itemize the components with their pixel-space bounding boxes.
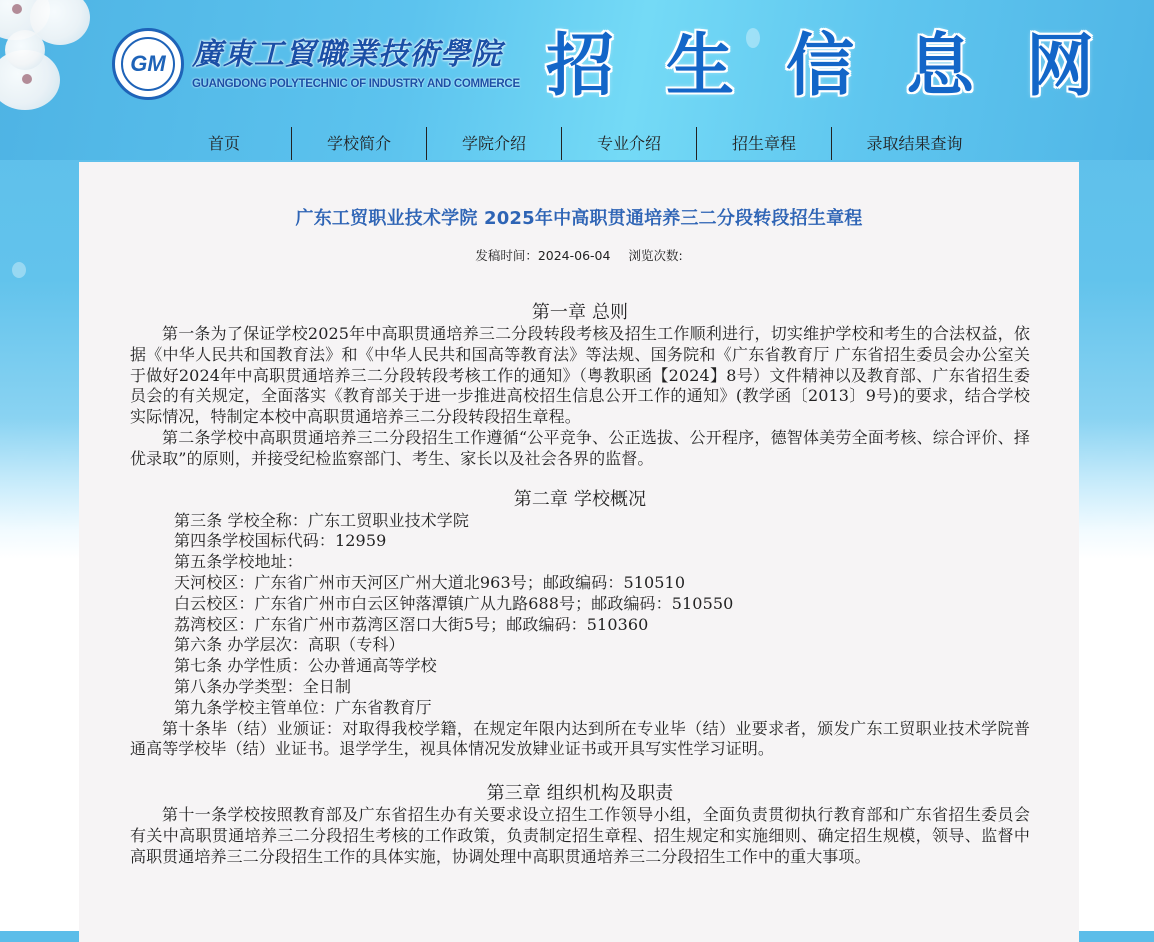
nav-item-admission-results[interactable]: 录取结果查询 — [866, 134, 963, 153]
nav-item-school-intro[interactable]: 学校简介 — [292, 127, 427, 160]
article-paragraph: 第二条学校中高职贯通培养三二分段招生工作遵循“公平竞争、公正选拔、公开程序，德智体美劳全面考核、综合评价、择优录取”的原则，并接受纪检监察部门、考生、家长以及社会各界的监督。 — [130, 427, 1030, 468]
article-paragraph: 第十条毕（结）业颁证：对取得我校学籍，在规定年限内达到所在专业毕（结）业要求者，颁发广东工贸职业技术学院普通高等学校毕（结）业证书。退学学生，视具体情况发放肄业证书或开具写实性学习证明。 — [130, 718, 1030, 759]
nav-item-major-intro[interactable]: 专业介绍 — [562, 127, 697, 160]
header-banner — [0, 0, 1154, 160]
site-title-char: 生 — [666, 27, 735, 106]
article-line: 第九条学校主管单位：广东省教育厅 — [174, 697, 432, 717]
article-line: 第七条 办学性质：公办普通高等学校 — [174, 656, 437, 676]
chapter-heading: 第二章 学校概况 — [513, 488, 647, 510]
article-line: 第四条学校国标代码：12959 — [174, 531, 387, 551]
school-emblem-icon: GM — [112, 28, 184, 100]
bokeh-decoration — [12, 262, 26, 278]
main-nav — [157, 127, 997, 160]
cherry-blossom-decoration — [5, 30, 45, 70]
school-name-cn: 廣東工貿職業技術學院 — [192, 37, 502, 72]
site-title-char: 信 — [786, 27, 855, 106]
article-container — [79, 162, 1079, 942]
article-line: 第六条 办学层次：高职（专科） — [174, 635, 405, 655]
article-paragraph: 第十一条学校按照教育部及广东省招生办有关要求设立招生工作领导小组，全面负责贯彻执行教育部和广东省招生委员会有关中高职贯通培养三二分段招生考核的工作政策，负责制定招生章程、招生规定和实施细则、确定招生规模，领导、监督中高职贯通培养三二分段招生工作的具体实施，协调处理中高职贯通培养三二分段招生工作中的重大事项。 — [130, 805, 1030, 866]
site-title-char: 息 — [906, 27, 975, 106]
article-line: 白云校区：广东省广州市白云区钟落潭镇广从九路688号；邮政编码：510550 — [174, 593, 734, 613]
article-body — [130, 302, 1030, 868]
article-line: 天河校区：广东省广州市天河区广州大道北963号；邮政编码：510510 — [174, 572, 686, 592]
article-line: 荔湾校区：广东省广州市荔湾区滘口大街5号；邮政编码：510360 — [174, 614, 649, 634]
article-meta — [79, 246, 1079, 264]
article-title: 广东工贸职业技术学院 2025年中高职贯通培养三二分段转段招生章程 — [295, 208, 863, 229]
publish-date: 发稿时间：2024-06-04 — [475, 248, 611, 263]
article-line: 第八条办学类型：全日制 — [174, 676, 352, 696]
article-paragraph: 第一条为了保证学校2025年中高职贯通培养三二分段转段考核及招生工作顺利进行，切实维护学校和考生的合法权益，依据《中华人民共和国教育法》和《中华人民共和国高等教育法》等法规、国务院和《广东省教育厅 广东省招生委员会办公室关于做好2024年中高职贯通培养三二分段转段考核工作的通知》（粤教职函【2024】8号）文件精神以及教育部、广东省招生委员会的有关规定，全面落实《教育部关于进一步推进高校招生信息公开工作的通知》(教学函〔2013〕9号)的要求，结合学校实际情况，特制定本校中高职贯通培养三二分段转段招生章程。 — [130, 324, 1030, 427]
school-logo[interactable] — [112, 28, 520, 100]
nav-item-admission-rules[interactable]: 招生章程 — [697, 127, 832, 160]
site-title-char: 网 — [1026, 27, 1095, 106]
site-title — [546, 22, 1146, 112]
chapter-heading: 第一章 总则 — [531, 302, 629, 323]
article-line: 第五条学校地址： — [174, 552, 303, 572]
nav-item-home[interactable]: 首页 — [157, 127, 292, 160]
nav-item-college-intro[interactable]: 学院介绍 — [427, 127, 562, 160]
site-title-char: 招 — [546, 27, 615, 106]
school-name-en: GUANGDONG POLYTECHNIC OF INDUSTRY AND COMMERCE — [192, 78, 520, 90]
article-line: 第三条 学校全称：广东工贸职业技术学院 — [174, 510, 469, 530]
view-count: 浏览次数: — [628, 248, 683, 263]
chapter-heading: 第三章 组织机构及职责 — [486, 783, 674, 805]
